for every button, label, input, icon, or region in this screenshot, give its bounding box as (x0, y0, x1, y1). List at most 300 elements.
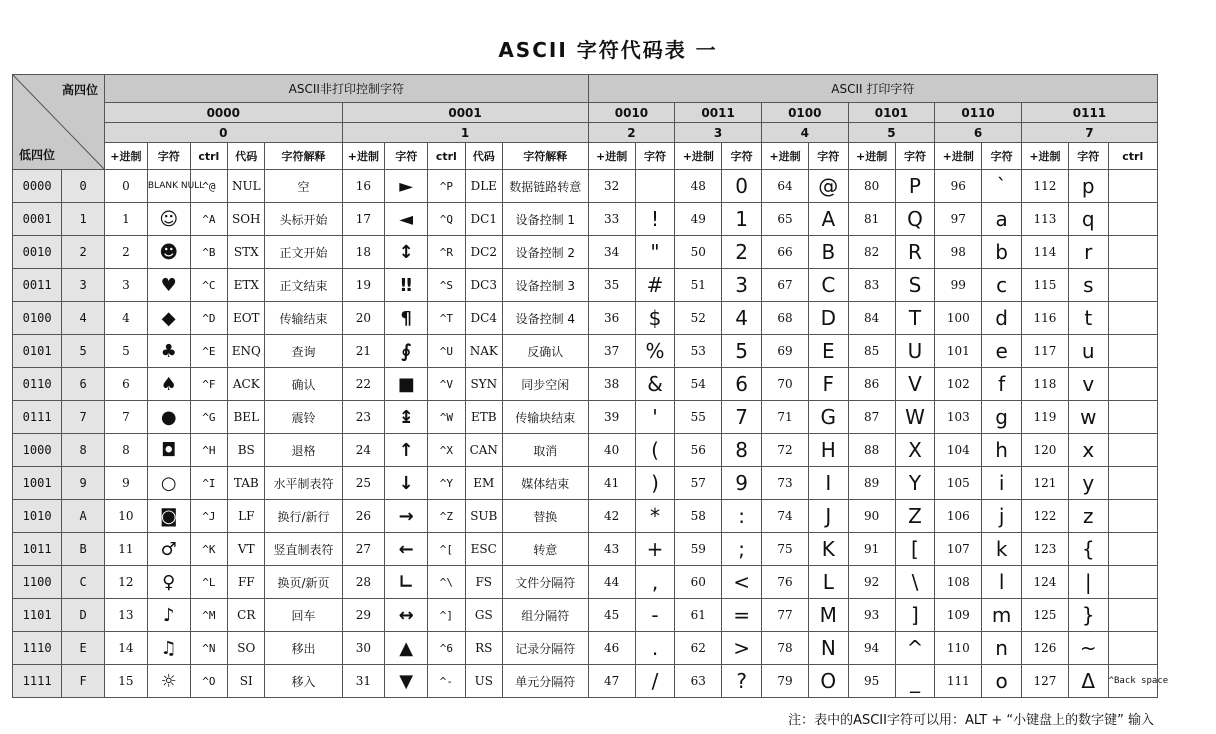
decimal-cell: 26 (342, 500, 385, 533)
decimal-cell: 95 (848, 665, 895, 698)
decimal-cell: 75 (761, 533, 808, 566)
ctrl-cell (1108, 500, 1157, 533)
decimal-cell: 122 (1021, 500, 1068, 533)
decimal-cell: 90 (848, 500, 895, 533)
row-hex: 8 (62, 434, 105, 467)
char-cell: O (809, 665, 849, 698)
decimal-cell: 110 (935, 632, 982, 665)
decimal-cell: 65 (761, 203, 808, 236)
decimal-cell: 52 (675, 302, 722, 335)
symbol-cell: ♫ (147, 632, 190, 665)
char-cell: A (809, 203, 849, 236)
ctrl-cell: ^6 (428, 632, 465, 665)
char-cell: ^ (895, 632, 935, 665)
ctrl-cell: ^H (190, 434, 227, 467)
decimal-cell: 3 (105, 269, 148, 302)
row-hex: 6 (62, 368, 105, 401)
decimal-cell: 98 (935, 236, 982, 269)
decimal-cell: 40 (588, 434, 635, 467)
description-cell: 单元分隔符 (502, 665, 588, 698)
char-cell: t (1068, 302, 1108, 335)
decimal-cell: 99 (935, 269, 982, 302)
description-cell: 记录分隔符 (502, 632, 588, 665)
code-cell: DLE (465, 170, 502, 203)
decimal-cell: 47 (588, 665, 635, 698)
row-binary: 1001 (13, 467, 62, 500)
char-cell: k (982, 533, 1022, 566)
char-cell: G (809, 401, 849, 434)
row-hex: 4 (62, 302, 105, 335)
row-binary: 0000 (13, 170, 62, 203)
description-cell: 查询 (265, 335, 342, 368)
group-decimal-header: 4 (761, 123, 848, 143)
group-decimal-header: 5 (848, 123, 935, 143)
decimal-cell: 103 (935, 401, 982, 434)
decimal-cell: 124 (1021, 566, 1068, 599)
code-cell: BEL (228, 401, 265, 434)
char-cell: ~ (1068, 632, 1108, 665)
ctrl-cell: ^R (428, 236, 465, 269)
char-cell: y (1068, 467, 1108, 500)
group-binary-header: 0011 (675, 103, 762, 123)
decimal-cell: 11 (105, 533, 148, 566)
code-cell: SUB (465, 500, 502, 533)
description-cell: 转意 (502, 533, 588, 566)
table-row (13, 434, 1158, 467)
code-cell: SOH (228, 203, 265, 236)
char-cell: J (809, 500, 849, 533)
char-cell: ; (722, 533, 762, 566)
char-cell: j (982, 500, 1022, 533)
decimal-cell: 63 (675, 665, 722, 698)
char-cell: ? (722, 665, 762, 698)
description-cell: 设备控制 1 (502, 203, 588, 236)
char-cell: [ (895, 533, 935, 566)
table-row (13, 401, 1158, 434)
symbol-cell: → (385, 500, 428, 533)
char-cell: C (809, 269, 849, 302)
subcol-dec-header: +进制 (675, 143, 722, 170)
ctrl-cell (1108, 335, 1157, 368)
ctrl-cell: ^Z (428, 500, 465, 533)
decimal-cell: 108 (935, 566, 982, 599)
ctrl-cell: ^@ (190, 170, 227, 203)
decimal-cell: 21 (342, 335, 385, 368)
symbol-cell: ▼ (385, 665, 428, 698)
decimal-cell: 58 (675, 500, 722, 533)
description-cell: 设备控制 3 (502, 269, 588, 302)
description-cell: 竖直制表符 (265, 533, 342, 566)
char-cell: Δ (1068, 665, 1108, 698)
decimal-cell: 96 (935, 170, 982, 203)
row-binary: 1000 (13, 434, 62, 467)
symbol-cell: ● (147, 401, 190, 434)
symbol-cell: ↔ (385, 599, 428, 632)
decimal-cell: 4 (105, 302, 148, 335)
group-decimal-header: 6 (935, 123, 1022, 143)
symbol-cell: ☼ (147, 665, 190, 698)
char-cell: } (1068, 599, 1108, 632)
decimal-cell: 50 (675, 236, 722, 269)
decimal-cell: 82 (848, 236, 895, 269)
decimal-cell: 36 (588, 302, 635, 335)
subcol-dec-header: +进制 (342, 143, 385, 170)
row-binary: 0001 (13, 203, 62, 236)
ctrl-cell (1108, 269, 1157, 302)
decimal-cell: 20 (342, 302, 385, 335)
ctrl-cell: ^U (428, 335, 465, 368)
decimal-cell: 79 (761, 665, 808, 698)
subcol-dec-header: +进制 (935, 143, 982, 170)
subcol-code-header: 代码 (465, 143, 502, 170)
ctrl-cell: ^\ (428, 566, 465, 599)
code-cell: NUL (228, 170, 265, 203)
decimal-cell: 33 (588, 203, 635, 236)
char-cell: . (635, 632, 675, 665)
row-hex: D (62, 599, 105, 632)
decimal-cell: 88 (848, 434, 895, 467)
row-binary: 1011 (13, 533, 62, 566)
group-decimal-header: 3 (675, 123, 762, 143)
decimal-cell: 109 (935, 599, 982, 632)
code-cell: US (465, 665, 502, 698)
decimal-cell: 1 (105, 203, 148, 236)
page-title: ASCII 字符代码表 一 (498, 38, 718, 62)
ctrl-cell: ^D (190, 302, 227, 335)
description-cell: 换行/新行 (265, 500, 342, 533)
char-cell: < (722, 566, 762, 599)
subcol-ctrl-header: ctrl (428, 143, 465, 170)
decimal-cell: 74 (761, 500, 808, 533)
char-cell: 7 (722, 401, 762, 434)
decimal-cell: 61 (675, 599, 722, 632)
row-binary: 1010 (13, 500, 62, 533)
decimal-cell: 104 (935, 434, 982, 467)
table-row (13, 170, 1158, 203)
group-binary-header: 0010 (588, 103, 675, 123)
footnote: 注：表中的ASCII字符可以用：ALT + “小键盘上的数字键” 输入 (788, 713, 1154, 728)
subcol-char-header: 字符 (982, 143, 1022, 170)
decimal-cell: 60 (675, 566, 722, 599)
code-cell: TAB (228, 467, 265, 500)
char-cell: 2 (722, 236, 762, 269)
subcol-char-header: 字符 (722, 143, 762, 170)
symbol-cell: ∮ (385, 335, 428, 368)
char-cell: % (635, 335, 675, 368)
symbol-cell: ♀ (147, 566, 190, 599)
decimal-cell: 76 (761, 566, 808, 599)
decimal-cell: 2 (105, 236, 148, 269)
decimal-cell: 23 (342, 401, 385, 434)
description-cell: 替换 (502, 500, 588, 533)
decimal-cell: 84 (848, 302, 895, 335)
decimal-cell: 43 (588, 533, 635, 566)
description-cell: 组分隔符 (502, 599, 588, 632)
code-cell: DC1 (465, 203, 502, 236)
char-cell: 3 (722, 269, 762, 302)
code-cell: ACK (228, 368, 265, 401)
decimal-cell: 71 (761, 401, 808, 434)
code-cell: SYN (465, 368, 502, 401)
char-cell: s (1068, 269, 1108, 302)
table-row (13, 467, 1158, 500)
char-cell (635, 170, 675, 203)
char-cell: L (809, 566, 849, 599)
decimal-cell: 94 (848, 632, 895, 665)
description-cell: 空 (265, 170, 342, 203)
char-cell: 4 (722, 302, 762, 335)
char-cell: | (1068, 566, 1108, 599)
symbol-cell: ↕ (385, 236, 428, 269)
symbol-cell: ▲ (385, 632, 428, 665)
code-cell: SI (228, 665, 265, 698)
symbol-cell: ♠ (147, 368, 190, 401)
decimal-cell: 13 (105, 599, 148, 632)
subcol-char-header: 字符 (895, 143, 935, 170)
char-cell: S (895, 269, 935, 302)
decimal-cell: 53 (675, 335, 722, 368)
table-row (13, 632, 1158, 665)
subcol-desc-header: 字符解释 (265, 143, 342, 170)
decimal-cell: 105 (935, 467, 982, 500)
decimal-cell: 115 (1021, 269, 1068, 302)
char-cell: W (895, 401, 935, 434)
decimal-cell: 101 (935, 335, 982, 368)
code-cell: ETB (465, 401, 502, 434)
ctrl-cell: ^Back space (1108, 665, 1157, 698)
ctrl-cell: ^M (190, 599, 227, 632)
decimal-cell: 73 (761, 467, 808, 500)
decimal-cell: 32 (588, 170, 635, 203)
code-cell: ESC (465, 533, 502, 566)
decimal-cell: 31 (342, 665, 385, 698)
ctrl-cell: ^J (190, 500, 227, 533)
char-cell: o (982, 665, 1022, 698)
decimal-cell: 69 (761, 335, 808, 368)
decimal-cell: 29 (342, 599, 385, 632)
char-cell: P (895, 170, 935, 203)
char-cell: D (809, 302, 849, 335)
decimal-cell: 92 (848, 566, 895, 599)
code-cell: FS (465, 566, 502, 599)
ctrl-cell: ^L (190, 566, 227, 599)
group-binary-header: 0111 (1021, 103, 1157, 123)
decimal-cell: 59 (675, 533, 722, 566)
symbol-cell: ♥ (147, 269, 190, 302)
code-cell: CR (228, 599, 265, 632)
subcol-code-header: 代码 (228, 143, 265, 170)
ctrl-cell: ^E (190, 335, 227, 368)
decimal-cell: 37 (588, 335, 635, 368)
decimal-cell: 30 (342, 632, 385, 665)
char-cell: / (635, 665, 675, 698)
decimal-cell: 106 (935, 500, 982, 533)
char-cell: m (982, 599, 1022, 632)
decimal-cell: 16 (342, 170, 385, 203)
row-binary: 0011 (13, 269, 62, 302)
ctrl-cell: ^G (190, 401, 227, 434)
description-cell: 换页/新页 (265, 566, 342, 599)
char-cell: , (635, 566, 675, 599)
ctrl-cell: ^C (190, 269, 227, 302)
char-cell: B (809, 236, 849, 269)
char-cell: ! (635, 203, 675, 236)
ctrl-cell: ^F (190, 368, 227, 401)
description-cell: 传输块结束 (502, 401, 588, 434)
char-cell: # (635, 269, 675, 302)
description-cell: 正文开始 (265, 236, 342, 269)
description-cell: 移出 (265, 632, 342, 665)
header-corner (13, 75, 105, 170)
decimal-cell: 48 (675, 170, 722, 203)
subcol-dec-header: +进制 (848, 143, 895, 170)
decimal-cell: 19 (342, 269, 385, 302)
symbol-cell: ← (385, 533, 428, 566)
low-four-bits-label: 低四位 (19, 148, 56, 162)
char-cell: K (809, 533, 849, 566)
code-cell: ENQ (228, 335, 265, 368)
code-cell: SO (228, 632, 265, 665)
decimal-cell: 86 (848, 368, 895, 401)
print-header: ASCII 打印字符 (588, 75, 1157, 103)
char-cell: ` (982, 170, 1022, 203)
decimal-cell: 12 (105, 566, 148, 599)
decimal-cell: 78 (761, 632, 808, 665)
table-row (13, 368, 1158, 401)
description-cell: 反确认 (502, 335, 588, 368)
decimal-cell: 125 (1021, 599, 1068, 632)
row-binary: 0111 (13, 401, 62, 434)
decimal-cell: 127 (1021, 665, 1068, 698)
char-cell: @ (809, 170, 849, 203)
ctrl-cell (1108, 203, 1157, 236)
decimal-cell: 45 (588, 599, 635, 632)
row-hex: A (62, 500, 105, 533)
decimal-cell: 66 (761, 236, 808, 269)
table-row (13, 665, 1158, 698)
decimal-cell: 49 (675, 203, 722, 236)
decimal-cell: 83 (848, 269, 895, 302)
decimal-cell: 116 (1021, 302, 1068, 335)
group-binary-header: 0000 (105, 103, 343, 123)
decimal-cell: 5 (105, 335, 148, 368)
row-hex: B (62, 533, 105, 566)
decimal-cell: 44 (588, 566, 635, 599)
decimal-cell: 70 (761, 368, 808, 401)
table-row (13, 203, 1158, 236)
code-cell: RS (465, 632, 502, 665)
char-cell: v (1068, 368, 1108, 401)
char-cell: q (1068, 203, 1108, 236)
group-binary-header: 0100 (761, 103, 848, 123)
symbol-cell: ○ (147, 467, 190, 500)
decimal-cell: 68 (761, 302, 808, 335)
char-cell: w (1068, 401, 1108, 434)
description-cell: 设备控制 2 (502, 236, 588, 269)
description-cell: 数据链路转意 (502, 170, 588, 203)
decimal-cell: 55 (675, 401, 722, 434)
subcol-char-header: 字符 (147, 143, 190, 170)
symbol-cell: ‼ (385, 269, 428, 302)
decimal-cell: 114 (1021, 236, 1068, 269)
code-cell: STX (228, 236, 265, 269)
decimal-cell: 7 (105, 401, 148, 434)
table-row (13, 269, 1158, 302)
ctrl-cell: ^W (428, 401, 465, 434)
description-cell: 传输结束 (265, 302, 342, 335)
decimal-cell: 97 (935, 203, 982, 236)
symbol-cell: ♣ (147, 335, 190, 368)
decimal-cell: 80 (848, 170, 895, 203)
code-cell: DC2 (465, 236, 502, 269)
row-binary: 0100 (13, 302, 62, 335)
decimal-cell: 28 (342, 566, 385, 599)
decimal-cell: 24 (342, 434, 385, 467)
ctrl-cell: ^O (190, 665, 227, 698)
char-cell: V (895, 368, 935, 401)
row-hex: 1 (62, 203, 105, 236)
group-decimal-header: 1 (342, 123, 588, 143)
char-cell: \ (895, 566, 935, 599)
group-decimal-header: 7 (1021, 123, 1157, 143)
ctrl-cell (1108, 533, 1157, 566)
row-binary: 0101 (13, 335, 62, 368)
decimal-cell: 22 (342, 368, 385, 401)
decimal-cell: 38 (588, 368, 635, 401)
ctrl-cell (1108, 434, 1157, 467)
code-cell: VT (228, 533, 265, 566)
decimal-cell: 6 (105, 368, 148, 401)
char-cell: d (982, 302, 1022, 335)
decimal-cell: 14 (105, 632, 148, 665)
description-cell: 媒体结束 (502, 467, 588, 500)
char-cell: h (982, 434, 1022, 467)
char-cell: 8 (722, 434, 762, 467)
decimal-cell: 0 (105, 170, 148, 203)
symbol-cell: ↓ (385, 467, 428, 500)
char-cell: - (635, 599, 675, 632)
char-cell: 6 (722, 368, 762, 401)
decimal-cell: 39 (588, 401, 635, 434)
char-cell: i (982, 467, 1022, 500)
char-cell: _ (895, 665, 935, 698)
subcol-desc-header: 字符解释 (502, 143, 588, 170)
char-cell: U (895, 335, 935, 368)
char-cell: Q (895, 203, 935, 236)
code-cell: DC4 (465, 302, 502, 335)
group-binary-header: 0101 (848, 103, 935, 123)
char-cell: ( (635, 434, 675, 467)
group-binary-header: 0001 (342, 103, 588, 123)
char-cell: z (1068, 500, 1108, 533)
char-cell: u (1068, 335, 1108, 368)
row-binary: 1110 (13, 632, 62, 665)
char-cell: + (635, 533, 675, 566)
description-cell: 头标开始 (265, 203, 342, 236)
ctrl-cell: ^P (428, 170, 465, 203)
char-cell: n (982, 632, 1022, 665)
decimal-cell: 117 (1021, 335, 1068, 368)
description-cell: 水平制表符 (265, 467, 342, 500)
symbol-cell: ► (385, 170, 428, 203)
decimal-cell: 102 (935, 368, 982, 401)
symbol-cell: ◘ (147, 434, 190, 467)
char-cell: " (635, 236, 675, 269)
description-cell: 退格 (265, 434, 342, 467)
decimal-cell: 112 (1021, 170, 1068, 203)
ctrl-cell (1108, 467, 1157, 500)
decimal-cell: 100 (935, 302, 982, 335)
